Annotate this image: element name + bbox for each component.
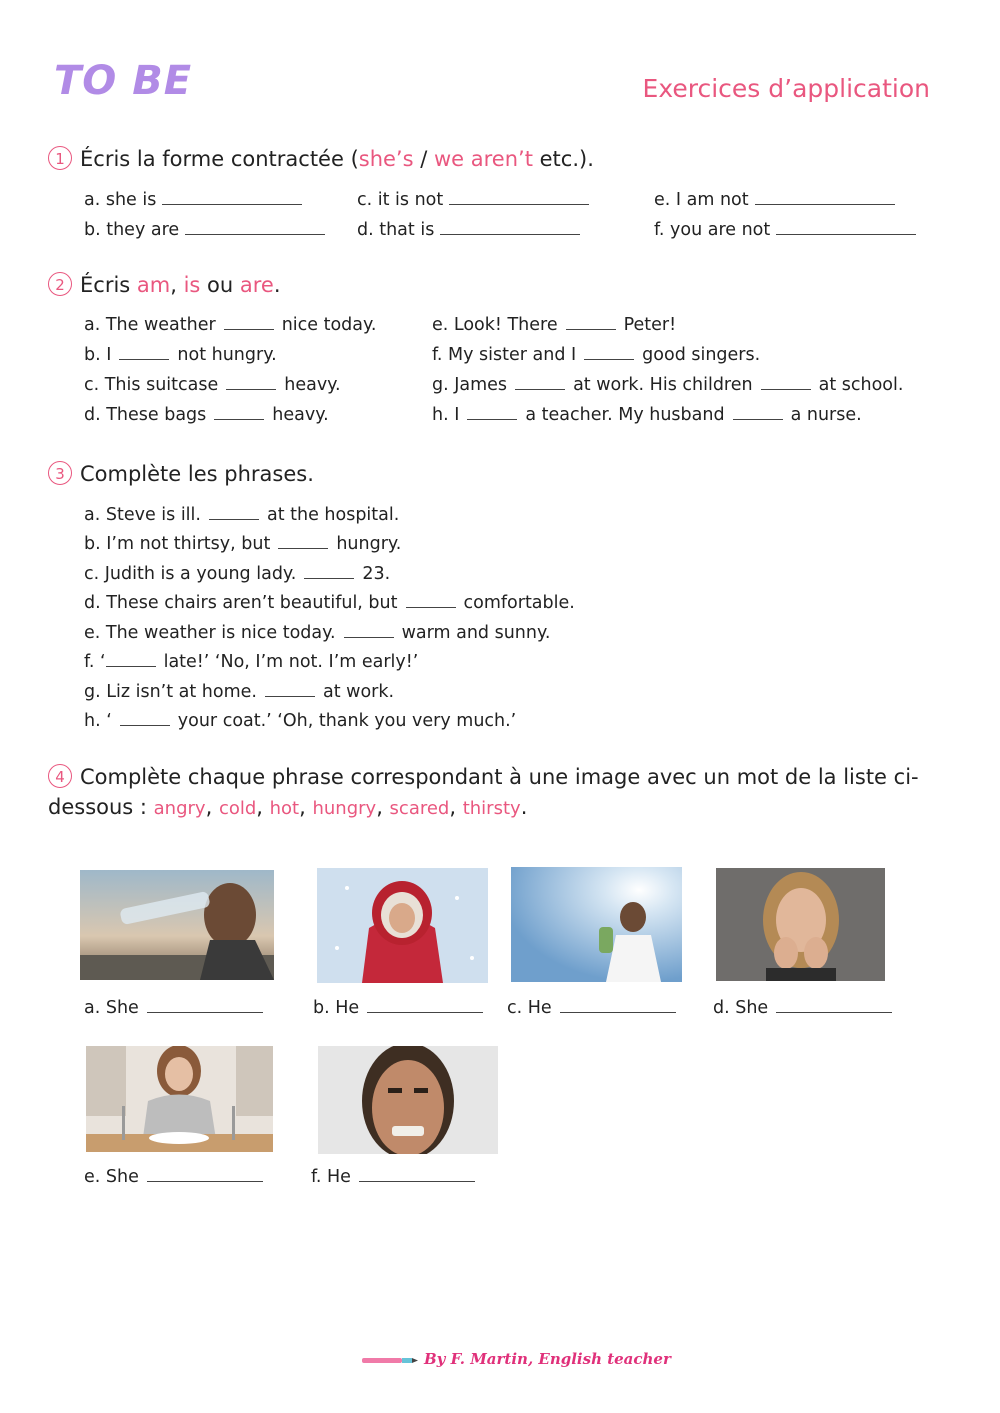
s4-answer-d: d. She xyxy=(713,996,892,1018)
answer-blank[interactable] xyxy=(761,373,811,390)
section-3-number: 3 xyxy=(48,461,72,485)
s2-item-h: h. I a teacher. My husband a nurse. xyxy=(432,405,862,425)
s3-item-h: h. ‘ your coat.’ ‘Oh, thank you very much.’ xyxy=(84,711,517,731)
section-2-number: 2 xyxy=(48,272,72,296)
answer-blank[interactable] xyxy=(278,532,328,549)
answer-blank[interactable] xyxy=(185,218,325,235)
answer-blank[interactable] xyxy=(265,680,315,697)
s1-item-c: c. it is not xyxy=(357,188,589,210)
s3-item-c: c. Judith is a young lady. 23. xyxy=(84,564,391,584)
section-3-heading: 3 Complète les phrases. xyxy=(48,461,314,486)
s2-item-g: g. James at work. His children at school. xyxy=(432,375,904,395)
answer-blank[interactable] xyxy=(515,373,565,390)
answer-blank[interactable] xyxy=(224,313,274,330)
s2-item-f: f. My sister and I good singers. xyxy=(432,345,761,365)
section-4-word-list: dessous : angry, cold, hot, hungry, scared, thirsty. xyxy=(48,795,528,819)
s4-answer-a: a. She xyxy=(84,996,263,1018)
answer-blank[interactable] xyxy=(147,996,263,1013)
answer-blank[interactable] xyxy=(119,343,169,360)
answer-blank[interactable] xyxy=(106,650,156,667)
s3-item-a: a. Steve is ill. at the hospital. xyxy=(84,505,400,525)
s1-item-e: e. I am not xyxy=(654,188,895,210)
s4-answer-c: c. He xyxy=(507,996,676,1018)
photo-woman-hungry-plate xyxy=(86,1046,273,1152)
answer-blank[interactable] xyxy=(584,343,634,360)
s1-item-b: b. they are xyxy=(84,218,325,240)
answer-blank[interactable] xyxy=(406,591,456,608)
answer-blank[interactable] xyxy=(776,996,892,1013)
s2-item-e: e. Look! There Peter! xyxy=(432,315,677,335)
answer-blank[interactable] xyxy=(560,996,676,1013)
footer-credit: By F. Martin, English teacher xyxy=(362,1350,671,1368)
s2-item-b: b. I not hungry. xyxy=(84,345,277,365)
answer-blank[interactable] xyxy=(755,188,895,205)
s2-item-d: d. These bags heavy. xyxy=(84,405,329,425)
answer-blank[interactable] xyxy=(733,403,783,420)
pen-icon xyxy=(362,1355,418,1365)
s3-item-g: g. Liz isn’t at home. at work. xyxy=(84,682,395,702)
section-1-heading: 1 Écris la forme contractée (she’s / we aren’t etc.). xyxy=(48,146,594,171)
answer-blank[interactable] xyxy=(566,313,616,330)
photo-woman-drinking-water xyxy=(80,870,274,980)
s4-answer-f: f. He xyxy=(311,1165,475,1187)
answer-blank[interactable] xyxy=(776,218,916,235)
answer-blank[interactable] xyxy=(367,996,483,1013)
answer-blank[interactable] xyxy=(304,562,354,579)
page-title: TO BE xyxy=(54,58,193,104)
s3-item-d: d. These chairs aren’t beautiful, but comfortable. xyxy=(84,593,575,613)
answer-blank[interactable] xyxy=(449,188,589,205)
section-2-heading: 2 Écris am, is ou are. xyxy=(48,272,281,297)
section-4-number: 4 xyxy=(48,764,72,788)
s4-answer-e: e. She xyxy=(84,1165,263,1187)
photo-man-cold-snow xyxy=(317,868,488,983)
photo-man-hot-sun xyxy=(511,867,682,982)
s2-item-c: c. This suitcase heavy. xyxy=(84,375,341,395)
answer-blank[interactable] xyxy=(214,403,264,420)
s1-item-a: a. she is xyxy=(84,188,302,210)
s3-item-e: e. The weather is nice today. warm and sunny. xyxy=(84,623,551,643)
section-4-heading: 4 Complète chaque phrase correspondant à une image avec un mot de la liste ci- xyxy=(48,764,919,789)
answer-blank[interactable] xyxy=(162,188,302,205)
s3-item-f: f. ‘ late!’ ‘No, I’m not. I’m early!’ xyxy=(84,652,419,672)
answer-blank[interactable] xyxy=(440,218,580,235)
s1-item-d: d. that is xyxy=(357,218,580,240)
answer-blank[interactable] xyxy=(209,503,259,520)
answer-blank[interactable] xyxy=(344,621,394,638)
photo-man-angry xyxy=(318,1046,498,1154)
page-subtitle: Exercices d’application xyxy=(642,74,930,103)
answer-blank[interactable] xyxy=(226,373,276,390)
section-1-number: 1 xyxy=(48,146,72,170)
s2-item-a: a. The weather nice today. xyxy=(84,315,377,335)
answer-blank[interactable] xyxy=(467,403,517,420)
answer-blank[interactable] xyxy=(147,1165,263,1182)
s3-item-b: b. I’m not thirtsy, but hungry. xyxy=(84,534,402,554)
s1-item-f: f. you are not xyxy=(654,218,916,240)
s4-answer-b: b. He xyxy=(313,996,483,1018)
answer-blank[interactable] xyxy=(120,709,170,726)
photo-woman-scared xyxy=(716,868,885,981)
answer-blank[interactable] xyxy=(359,1165,475,1182)
